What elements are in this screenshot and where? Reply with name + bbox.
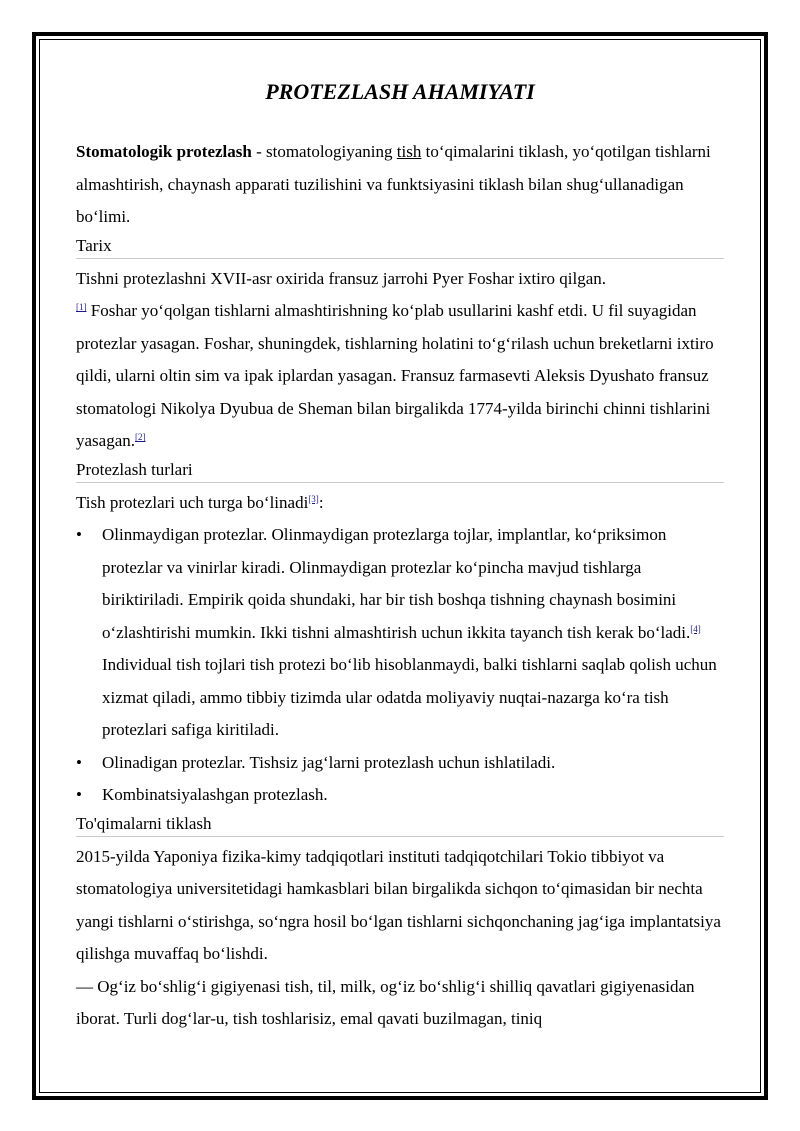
type2-text: Olinadigan protezlar. Tishsiz jagʻlarni protezlash uchun ishlatiladi. xyxy=(102,752,556,772)
types-heading: Protezlash turlari xyxy=(76,458,724,483)
bullet-icon: • xyxy=(76,752,82,772)
history-heading: Tarix xyxy=(76,234,724,259)
list-item xyxy=(76,519,724,747)
document-body xyxy=(76,72,724,1036)
intro-term: Stomatologik protezlash xyxy=(76,142,252,161)
ref-link-2[interactable]: [2] xyxy=(135,432,146,442)
ref-link-3[interactable]: [3] xyxy=(308,493,319,504)
tish-link[interactable]: tish xyxy=(396,142,422,161)
tissue-heading: To'qimalarni tiklash xyxy=(76,812,724,837)
history-text-1: Tishni protezlashni XVII-asr oxirida fransuz jarrohi Pyer Foshar ixtiro qilgan. xyxy=(76,268,607,288)
history-paragraph xyxy=(76,263,724,458)
types-intro-text: Tish protezlari uch turga boʻlinadi xyxy=(76,492,309,512)
bullet-icon: • xyxy=(76,785,82,804)
tissue-paragraph: 2015-yilda Yaponiya fizika-kimy tadqiqotlari instituti tadqiqotchilari Tokio tibbiyot va stomatologiya universitetidagi hamkasblari bilan birgalikda sichqon toʻqimasidan bir nechta yangi tishlarni oʻstirishga, soʻngra hosil boʻlgan tishlarni sichqonchaning jagʻiga implantatsiya qilishga muvaffaq boʻlishdi. xyxy=(76,846,721,963)
list-item xyxy=(76,747,724,780)
ref-link-1[interactable]: [1] xyxy=(76,302,87,312)
types-colon: : xyxy=(318,492,324,512)
type3-text: Kombinatsiyalashgan protezlash. xyxy=(102,785,328,804)
type1-text-b: Individual tish tojlari tish protezi boʻlib hisoblanmaydi, balki tishlarni saqlab qolish uchun xizmat qiladi, ammo tibbiy tizimda ular odatda moliyaviy nuqtai-nazarga koʻra tish protezlari safiga kiritiladi. xyxy=(102,655,717,739)
type1-text-a: Olinmaydigan protezlar. Olinmaydigan protezlarga tojlar, implantlar, koʻpriksimon protezlar va vinirlar kiradi. Olinmaydigan protezlar koʻpincha mavjud tishlarga biriktiriladi. Empirik qoida shundaki, har bir tish boshqa tishning chaynash bosimini oʻzlashtirishi mumkin. Ikki tishni almashtirish uchun ikkita tayanch tish kerak boʻladi. xyxy=(102,525,691,642)
bullet-icon: • xyxy=(76,525,82,544)
page-title: PROTEZLASH AHAMIYATI xyxy=(265,79,535,104)
intro-rest: toʻqimalarini tiklash, yoʻqotilgan tishlarni almashtirish, chaynash apparati tuzilishini va funktsiyasini tiklash bilan shugʻullanadigan boʻlimi. xyxy=(76,142,711,226)
types-intro xyxy=(76,487,724,520)
history-text-2: Foshar yoʻqolgan tishlarni almashtirishning koʻplab usullarini kashf etdi. U fil suyagidan protezlar yasagan. Foshar, shuningdek, tishlarning holatini toʻgʻrilash uchun breketlarni ixtiro qildi, ularni oltin sim va ipak iplardan yasagan. Fransuz farmasevti Aleksis Dyushato fransuz stomatologi Nikolya Dyubua de Sheman bilan birgalikda 1774-yilda birinchi chinni tishlarini yasagan. xyxy=(76,301,714,450)
intro-dash: - stomatologiyaning xyxy=(251,142,397,161)
types-list xyxy=(76,519,724,812)
ref-link-4[interactable]: [4] xyxy=(690,623,701,634)
hygiene-paragraph: — Ogʻiz boʻshligʻi gigiyenasi tish, til, milk, ogʻiz boʻshligʻi shilliq qavatlari gigiyenasidan iborat. Turli dogʻlar-u, tish toshlarisiz, emal qavati buzilmagan, tiniq xyxy=(76,976,695,1028)
list-item xyxy=(76,779,724,812)
intro-paragraph xyxy=(76,136,724,234)
